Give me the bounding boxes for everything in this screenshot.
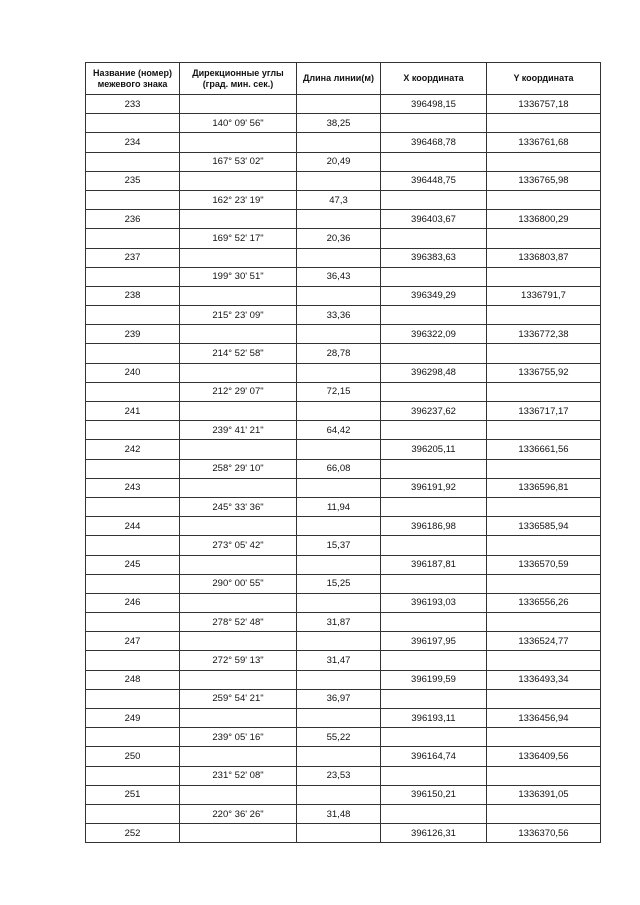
point-row (86, 133, 601, 152)
point-row (86, 325, 601, 344)
empty-cell (487, 229, 601, 248)
segment-row (86, 190, 601, 209)
segment-row (86, 382, 601, 401)
empty-cell (297, 785, 381, 804)
empty-cell (297, 709, 381, 728)
directional-angle-cell: 167° 53' 02" (180, 152, 297, 171)
empty-cell (381, 229, 487, 248)
x-coordinate-cell: 396191,92 (381, 478, 487, 497)
empty-cell (180, 517, 297, 536)
point-row (86, 747, 601, 766)
directional-angle-cell: 162° 23' 19" (180, 190, 297, 209)
empty-cell (487, 536, 601, 555)
empty-cell (297, 363, 381, 382)
point-name-cell: 248 (86, 670, 180, 689)
directional-angle-cell: 215° 23' 09" (180, 306, 297, 325)
empty-cell (86, 152, 180, 171)
y-coordinate-cell: 1336761,68 (487, 133, 601, 152)
segment-row (86, 421, 601, 440)
empty-cell (180, 402, 297, 421)
x-coordinate-cell: 396205,11 (381, 440, 487, 459)
empty-cell (381, 267, 487, 286)
empty-cell (86, 497, 180, 516)
empty-cell (487, 766, 601, 785)
x-coordinate-cell: 396498,15 (381, 95, 487, 114)
empty-cell (297, 325, 381, 344)
x-coordinate-cell: 396403,67 (381, 210, 487, 229)
empty-cell (180, 555, 297, 574)
empty-cell (381, 152, 487, 171)
directional-angle-cell: 169° 52' 17" (180, 229, 297, 248)
point-row (86, 95, 601, 114)
empty-cell (487, 190, 601, 209)
empty-cell (381, 497, 487, 516)
empty-cell (180, 670, 297, 689)
directional-angle-cell: 212° 29' 07" (180, 382, 297, 401)
point-name-cell: 245 (86, 555, 180, 574)
point-row (86, 440, 601, 459)
point-name-cell: 250 (86, 747, 180, 766)
empty-cell (487, 497, 601, 516)
point-name-cell: 251 (86, 785, 180, 804)
directional-angle-cell: 278° 52' 48" (180, 613, 297, 632)
directional-angle-cell: 220° 36' 26" (180, 804, 297, 823)
segment-row (86, 728, 601, 747)
empty-cell (180, 709, 297, 728)
empty-cell (86, 229, 180, 248)
directional-angle-cell: 259° 54' 21" (180, 689, 297, 708)
point-name-cell: 235 (86, 171, 180, 190)
point-name-cell: 246 (86, 593, 180, 612)
empty-cell (381, 574, 487, 593)
empty-cell (86, 190, 180, 209)
directional-angle-cell: 245° 33' 36" (180, 497, 297, 516)
segment-row (86, 229, 601, 248)
y-coordinate-cell: 1336391,05 (487, 785, 601, 804)
empty-cell (86, 344, 180, 363)
directional-angle-cell: 140° 09' 56" (180, 114, 297, 133)
directional-angle-cell: 231° 52' 08" (180, 766, 297, 785)
point-row (86, 785, 601, 804)
y-coordinate-cell: 1336765,98 (487, 171, 601, 190)
point-name-cell: 233 (86, 95, 180, 114)
x-coordinate-cell: 396237,62 (381, 402, 487, 421)
x-coordinate-cell: 396197,95 (381, 632, 487, 651)
line-length-cell: 55,22 (297, 728, 381, 747)
empty-cell (381, 766, 487, 785)
empty-cell (86, 382, 180, 401)
empty-cell (86, 459, 180, 478)
segment-row (86, 497, 601, 516)
segment-row (86, 651, 601, 670)
point-row (86, 824, 601, 843)
empty-cell (487, 114, 601, 133)
empty-cell (381, 536, 487, 555)
empty-cell (180, 133, 297, 152)
header-line-length: Длина линии(м) (297, 63, 381, 95)
line-length-cell: 66,08 (297, 459, 381, 478)
y-coordinate-cell: 1336791,7 (487, 286, 601, 305)
empty-cell (86, 651, 180, 670)
y-coordinate-cell: 1336585,94 (487, 517, 601, 536)
line-length-cell: 20,49 (297, 152, 381, 171)
line-length-cell: 33,36 (297, 306, 381, 325)
point-name-cell: 239 (86, 325, 180, 344)
empty-cell (381, 421, 487, 440)
y-coordinate-cell: 1336524,77 (487, 632, 601, 651)
empty-cell (381, 613, 487, 632)
line-length-cell: 31,47 (297, 651, 381, 670)
empty-cell (180, 171, 297, 190)
line-length-cell: 36,43 (297, 267, 381, 286)
empty-cell (297, 824, 381, 843)
point-row (86, 670, 601, 689)
point-name-cell: 242 (86, 440, 180, 459)
empty-cell (381, 804, 487, 823)
empty-cell (180, 325, 297, 344)
empty-cell (86, 804, 180, 823)
empty-cell (180, 210, 297, 229)
empty-cell (297, 517, 381, 536)
line-length-cell: 15,25 (297, 574, 381, 593)
empty-cell (487, 651, 601, 670)
line-length-cell: 31,48 (297, 804, 381, 823)
directional-angle-cell: 272° 59' 13" (180, 651, 297, 670)
empty-cell (487, 267, 601, 286)
point-name-cell: 234 (86, 133, 180, 152)
line-length-cell: 20,36 (297, 229, 381, 248)
empty-cell (297, 248, 381, 267)
line-length-cell: 23,53 (297, 766, 381, 785)
empty-cell (297, 747, 381, 766)
empty-cell (180, 593, 297, 612)
empty-cell (487, 382, 601, 401)
segment-row (86, 459, 601, 478)
y-coordinate-cell: 1336757,18 (487, 95, 601, 114)
empty-cell (297, 133, 381, 152)
point-name-cell: 241 (86, 402, 180, 421)
segment-row (86, 344, 601, 363)
empty-cell (86, 267, 180, 286)
empty-cell (86, 574, 180, 593)
empty-cell (487, 613, 601, 632)
x-coordinate-cell: 396164,74 (381, 747, 487, 766)
y-coordinate-cell: 1336570,59 (487, 555, 601, 574)
empty-cell (297, 171, 381, 190)
point-row (86, 248, 601, 267)
header-point-name: Название (номер) межевого знака (86, 63, 180, 95)
empty-cell (487, 728, 601, 747)
line-length-cell: 36,97 (297, 689, 381, 708)
segment-row (86, 766, 601, 785)
empty-cell (86, 536, 180, 555)
y-coordinate-cell: 1336661,56 (487, 440, 601, 459)
empty-cell (180, 363, 297, 382)
x-coordinate-cell: 396186,98 (381, 517, 487, 536)
y-coordinate-cell: 1336456,94 (487, 709, 601, 728)
y-coordinate-cell: 1336803,87 (487, 248, 601, 267)
point-row (86, 286, 601, 305)
empty-cell (487, 306, 601, 325)
x-coordinate-cell: 396322,09 (381, 325, 487, 344)
line-length-cell: 28,78 (297, 344, 381, 363)
line-length-cell: 11,94 (297, 497, 381, 516)
empty-cell (297, 440, 381, 459)
empty-cell (487, 421, 601, 440)
empty-cell (381, 306, 487, 325)
empty-cell (487, 344, 601, 363)
segment-row (86, 536, 601, 555)
directional-angle-cell: 214° 52' 58" (180, 344, 297, 363)
point-row (86, 593, 601, 612)
x-coordinate-cell: 396349,29 (381, 286, 487, 305)
header-directional-angle: Дирекционные углы (град. мин. сек.) (180, 63, 297, 95)
empty-cell (86, 306, 180, 325)
point-row (86, 517, 601, 536)
empty-cell (487, 689, 601, 708)
empty-cell (180, 95, 297, 114)
boundary-coordinates-table (85, 62, 601, 843)
y-coordinate-cell: 1336370,56 (487, 824, 601, 843)
point-row (86, 709, 601, 728)
x-coordinate-cell: 396199,59 (381, 670, 487, 689)
point-name-cell: 238 (86, 286, 180, 305)
empty-cell (297, 210, 381, 229)
empty-cell (86, 114, 180, 133)
x-coordinate-cell: 396298,48 (381, 363, 487, 382)
empty-cell (180, 785, 297, 804)
y-coordinate-cell: 1336755,92 (487, 363, 601, 382)
point-name-cell: 244 (86, 517, 180, 536)
directional-angle-cell: 290° 00' 55" (180, 574, 297, 593)
directional-angle-cell: 199° 30' 51" (180, 267, 297, 286)
point-name-cell: 252 (86, 824, 180, 843)
empty-cell (180, 747, 297, 766)
empty-cell (297, 402, 381, 421)
directional-angle-cell: 239° 41' 21" (180, 421, 297, 440)
x-coordinate-cell: 396187,81 (381, 555, 487, 574)
x-coordinate-cell: 396468,78 (381, 133, 487, 152)
empty-cell (297, 632, 381, 651)
empty-cell (180, 632, 297, 651)
x-coordinate-cell: 396150,21 (381, 785, 487, 804)
empty-cell (297, 95, 381, 114)
empty-cell (381, 459, 487, 478)
line-length-cell: 64,42 (297, 421, 381, 440)
point-row (86, 402, 601, 421)
empty-cell (297, 478, 381, 497)
empty-cell (381, 651, 487, 670)
empty-cell (86, 689, 180, 708)
directional-angle-cell: 273° 05' 42" (180, 536, 297, 555)
empty-cell (487, 152, 601, 171)
segment-row (86, 114, 601, 133)
empty-cell (381, 114, 487, 133)
x-coordinate-cell: 396193,03 (381, 593, 487, 612)
directional-angle-cell: 239° 05' 16" (180, 728, 297, 747)
x-coordinate-cell: 396126,31 (381, 824, 487, 843)
line-length-cell: 38,25 (297, 114, 381, 133)
segment-row (86, 689, 601, 708)
empty-cell (297, 670, 381, 689)
empty-cell (297, 593, 381, 612)
header-y-coordinate: Y координата (487, 63, 601, 95)
segment-row (86, 152, 601, 171)
empty-cell (487, 459, 601, 478)
point-name-cell: 247 (86, 632, 180, 651)
x-coordinate-cell: 396383,63 (381, 248, 487, 267)
segment-row (86, 804, 601, 823)
empty-cell (180, 248, 297, 267)
point-name-cell: 240 (86, 363, 180, 382)
line-length-cell: 15,37 (297, 536, 381, 555)
x-coordinate-cell: 396193,11 (381, 709, 487, 728)
point-name-cell: 237 (86, 248, 180, 267)
empty-cell (381, 689, 487, 708)
y-coordinate-cell: 1336409,56 (487, 747, 601, 766)
empty-cell (86, 728, 180, 747)
empty-cell (86, 613, 180, 632)
empty-cell (381, 190, 487, 209)
empty-cell (487, 804, 601, 823)
line-length-cell: 31,87 (297, 613, 381, 632)
line-length-cell: 72,15 (297, 382, 381, 401)
y-coordinate-cell: 1336556,26 (487, 593, 601, 612)
point-row (86, 555, 601, 574)
empty-cell (381, 382, 487, 401)
point-name-cell: 249 (86, 709, 180, 728)
table-body (86, 95, 601, 843)
empty-cell (180, 286, 297, 305)
segment-row (86, 574, 601, 593)
x-coordinate-cell: 396448,75 (381, 171, 487, 190)
empty-cell (381, 728, 487, 747)
segment-row (86, 267, 601, 286)
empty-cell (297, 286, 381, 305)
empty-cell (86, 421, 180, 440)
point-row (86, 171, 601, 190)
header-x-coordinate: X координата (381, 63, 487, 95)
empty-cell (297, 555, 381, 574)
point-row (86, 632, 601, 651)
segment-row (86, 306, 601, 325)
y-coordinate-cell: 1336717,17 (487, 402, 601, 421)
empty-cell (180, 440, 297, 459)
point-row (86, 478, 601, 497)
point-row (86, 210, 601, 229)
point-row (86, 363, 601, 382)
empty-cell (180, 478, 297, 497)
directional-angle-cell: 258° 29' 10" (180, 459, 297, 478)
y-coordinate-cell: 1336772,38 (487, 325, 601, 344)
empty-cell (487, 574, 601, 593)
y-coordinate-cell: 1336596,81 (487, 478, 601, 497)
y-coordinate-cell: 1336800,29 (487, 210, 601, 229)
point-name-cell: 236 (86, 210, 180, 229)
line-length-cell: 47,3 (297, 190, 381, 209)
header-row (86, 63, 601, 95)
segment-row (86, 613, 601, 632)
point-name-cell: 243 (86, 478, 180, 497)
y-coordinate-cell: 1336493,34 (487, 670, 601, 689)
empty-cell (86, 766, 180, 785)
empty-cell (381, 344, 487, 363)
empty-cell (180, 824, 297, 843)
